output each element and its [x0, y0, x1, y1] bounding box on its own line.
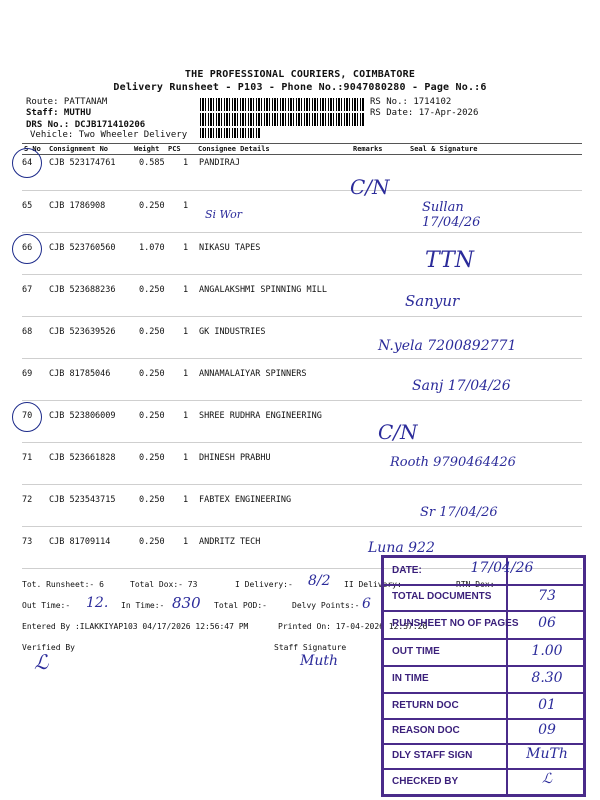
row-consignee: ANDRITZ TECH: [199, 537, 261, 547]
row-consignment-no: CJB 523174761: [49, 158, 116, 168]
stamp-label: OUT TIME: [392, 646, 440, 657]
rs-number: RS No.: 1714102: [370, 97, 452, 107]
stamp-row: [384, 768, 583, 794]
stamp-value: 01: [538, 697, 556, 713]
staff-signature-label: Staff Signature: [274, 643, 347, 652]
barcode-2: [200, 113, 365, 126]
circle-mark: [12, 148, 42, 178]
stamp-label: DLY STAFF SIGN: [392, 750, 473, 761]
row-sno: 70: [22, 411, 33, 421]
col-pcs: PCS: [168, 145, 181, 153]
stamp-label: RETURN DOC: [392, 700, 459, 711]
row-consignment-no: CJB 523688236: [49, 285, 116, 295]
row-divider: [22, 190, 582, 191]
row-weight: 0.250: [139, 285, 165, 295]
col-sno: S No: [24, 145, 41, 153]
row-weight: 0.250: [139, 369, 165, 379]
handwritten-signature: Luna 922: [368, 540, 435, 556]
handwritten-remark: C/N: [378, 420, 418, 444]
table-row: [22, 453, 362, 467]
row-pcs: 1: [183, 158, 189, 168]
row-sno: 71: [22, 453, 33, 463]
delvy-points-value: 6: [362, 596, 371, 612]
table-row: [22, 411, 362, 425]
row-sno: 67: [22, 285, 33, 295]
table-row: [22, 537, 362, 551]
company-title: THE PROFESSIONAL COURIERS, COIMBATORE: [184, 69, 416, 80]
row-weight: 0.250: [139, 495, 165, 505]
stamp-value: 1.00: [531, 643, 563, 659]
stamp-row: [384, 718, 583, 745]
stamp-label: IN TIME: [392, 673, 429, 684]
row-divider: [22, 526, 582, 527]
row-consignee: NIKASU TAPES: [199, 243, 261, 253]
row-sno: 66: [22, 243, 33, 253]
printed-on: Printed On: 17-04-2026 12:57:26: [278, 622, 428, 631]
row-divider: [22, 316, 582, 317]
stamp-value: MuTh: [526, 746, 568, 762]
rs-date: RS Date: 17-Apr-2026: [370, 108, 479, 118]
stamp-value: 09: [538, 722, 556, 738]
row-divider: [22, 232, 582, 233]
row-weight: 0.250: [139, 411, 165, 421]
col-remarks: Remarks: [353, 145, 383, 153]
ii-delivery-label: II Delivery:-: [344, 580, 407, 589]
row-pcs: 1: [183, 369, 189, 379]
delvy-points-label: Delvy Points:-: [292, 601, 360, 610]
row-divider: [22, 274, 582, 275]
row-sno: 73: [22, 537, 33, 547]
col-consignment: Consignment No: [49, 145, 109, 153]
rtn-dox-label: RTN Dox:-: [456, 580, 500, 589]
stamp-label: RUNSHEET NO OF PAGES: [392, 618, 519, 629]
stamp-value: 73: [538, 588, 556, 604]
handwritten-signature: Sanyur: [405, 292, 460, 310]
table-row: [22, 158, 362, 172]
col-seal-signature: Seal & Signature: [410, 145, 478, 153]
total-pod-label: Total POD:-: [214, 601, 267, 610]
row-consignment-no: CJB 1786908: [49, 201, 106, 211]
row-consignee: ANNAMALAIYAR SPINNERS: [199, 369, 307, 379]
stamp-label: CHECKED BY: [392, 776, 459, 787]
row-consignee: FABTEX ENGINEERING: [199, 495, 292, 505]
stamp-row-date: [384, 558, 583, 586]
row-divider: [22, 484, 582, 485]
circle-mark: [12, 234, 42, 264]
row-pcs: 1: [183, 201, 189, 211]
row-pcs: 1: [183, 285, 189, 295]
col-weight: Weight: [134, 145, 160, 153]
row-consignment-no: CJB 523806009: [49, 411, 116, 421]
row-pcs: 1: [183, 243, 189, 253]
row-sno: 64: [22, 158, 33, 168]
tot-runsheet: Tot. Runsheet:- 6: [22, 580, 104, 589]
stamp-label: TOTAL DOCUMENTS: [392, 591, 492, 602]
handwritten-remark: C/N: [350, 175, 390, 199]
row-consignee: PANDIRAJ: [199, 158, 240, 168]
row-consignment-no: CJB 81709114: [49, 537, 111, 547]
table-row: [22, 369, 362, 383]
i-delivery-value: 8/2: [308, 573, 331, 589]
stamp-checked-signature: ℒ: [541, 771, 553, 787]
handwritten-signature: Sanj 17/04/26: [412, 378, 511, 394]
row-divider: [22, 400, 582, 401]
row-sno: 69: [22, 369, 33, 379]
stamp-value: 8.30: [531, 670, 563, 686]
handwritten-signature: Sr 17/04/26: [420, 505, 498, 520]
row-weight: 1.070: [139, 243, 165, 253]
table-row: [22, 201, 362, 215]
staff-signature-value: Muth: [300, 653, 338, 669]
header-rule-bottom: [22, 154, 582, 155]
delivery-stamp: [381, 555, 586, 797]
barcode-3: [200, 128, 260, 138]
row-divider: [22, 442, 582, 443]
col-consignee: Consignee Details: [198, 145, 270, 153]
row-consignment-no: CJB 523639526: [49, 327, 116, 337]
row-pcs: 1: [183, 327, 189, 337]
row-sno: 65: [22, 201, 33, 211]
row-pcs: 1: [183, 411, 189, 421]
table-row: [22, 495, 362, 509]
handwritten-signature: TTN: [425, 248, 475, 273]
stamp-row: [384, 638, 583, 667]
verified-by-signature: ℒ: [34, 650, 49, 674]
row-weight: 0.250: [139, 201, 165, 211]
row-consignment-no: CJB 81785046: [49, 369, 111, 379]
stamp-row: [384, 610, 583, 640]
handwritten-signature: Rooth 9790464426: [390, 455, 516, 470]
row-divider: [22, 358, 582, 359]
header-rule-top: [22, 143, 582, 144]
row-weight: 0.250: [139, 327, 165, 337]
runsheet-title: Delivery Runsheet - P103 - Phone No.:9047080280 - Page No.:6: [113, 82, 487, 93]
row-sno: 68: [22, 327, 33, 337]
stamp-date-label: DATE:: [392, 565, 422, 576]
row-consignee: ANGALAKSHMI SPINNING MILL: [199, 285, 327, 295]
out-time-label: Out Time:-: [22, 601, 71, 610]
table-row: [22, 327, 362, 341]
in-time-value: 830: [172, 594, 201, 612]
handwritten-signature: N.yela 7200892771: [378, 338, 517, 354]
row-consignment-no: CJB 523760560: [49, 243, 116, 253]
handwritten-signature: Sullan 17/04/26: [422, 200, 481, 230]
staff-label: Staff: MUTHU: [26, 108, 92, 118]
stamp-row: [384, 692, 583, 720]
i-delivery-label: I Delivery:-: [235, 580, 293, 589]
table-row: [22, 243, 362, 257]
row-consignee: DHINESH PRABHU: [199, 453, 271, 463]
verified-by-label: Verified By: [22, 643, 75, 652]
row-consignment-no: CJB 523661828: [49, 453, 116, 463]
out-time-value: 12.: [86, 595, 109, 611]
row-weight: 0.250: [139, 537, 165, 547]
entered-by: Entered By :ILAKKIYAP103 04/17/2026 12:56:47 PM: [22, 622, 249, 631]
table-row: [22, 285, 362, 299]
row-consignee: SHREE RUDHRA ENGINEERING: [199, 411, 322, 421]
barcode-1: [200, 98, 365, 111]
stamp-row: [384, 584, 583, 612]
circle-mark: [12, 402, 42, 432]
drs-number: DRS No.: DCJB171410206: [26, 120, 146, 130]
row-consignee: GK INDUSTRIES: [199, 327, 266, 337]
row-pcs: 1: [183, 453, 189, 463]
row-pcs: 1: [183, 537, 189, 547]
stamp-date-value: 17/04/26: [470, 560, 534, 576]
total-dox: Total Dox:- 73: [130, 580, 198, 589]
stamp-label: REASON DOC: [392, 725, 460, 736]
handwritten-name: Si Wor: [205, 208, 242, 221]
row-weight: 0.250: [139, 453, 165, 463]
row-sno: 72: [22, 495, 33, 505]
row-weight: 0.585: [139, 158, 165, 168]
stamp-row: [384, 665, 583, 694]
row-pcs: 1: [183, 495, 189, 505]
route-label: Route: PATTANAM: [26, 97, 108, 107]
stamp-value: 06: [538, 615, 556, 631]
vehicle-label: Vehicle: Two Wheeler Delivery: [30, 130, 188, 140]
in-time-label: In Time:-: [121, 601, 165, 610]
stamp-row: [384, 743, 583, 770]
row-consignment-no: CJB 523543715: [49, 495, 116, 505]
